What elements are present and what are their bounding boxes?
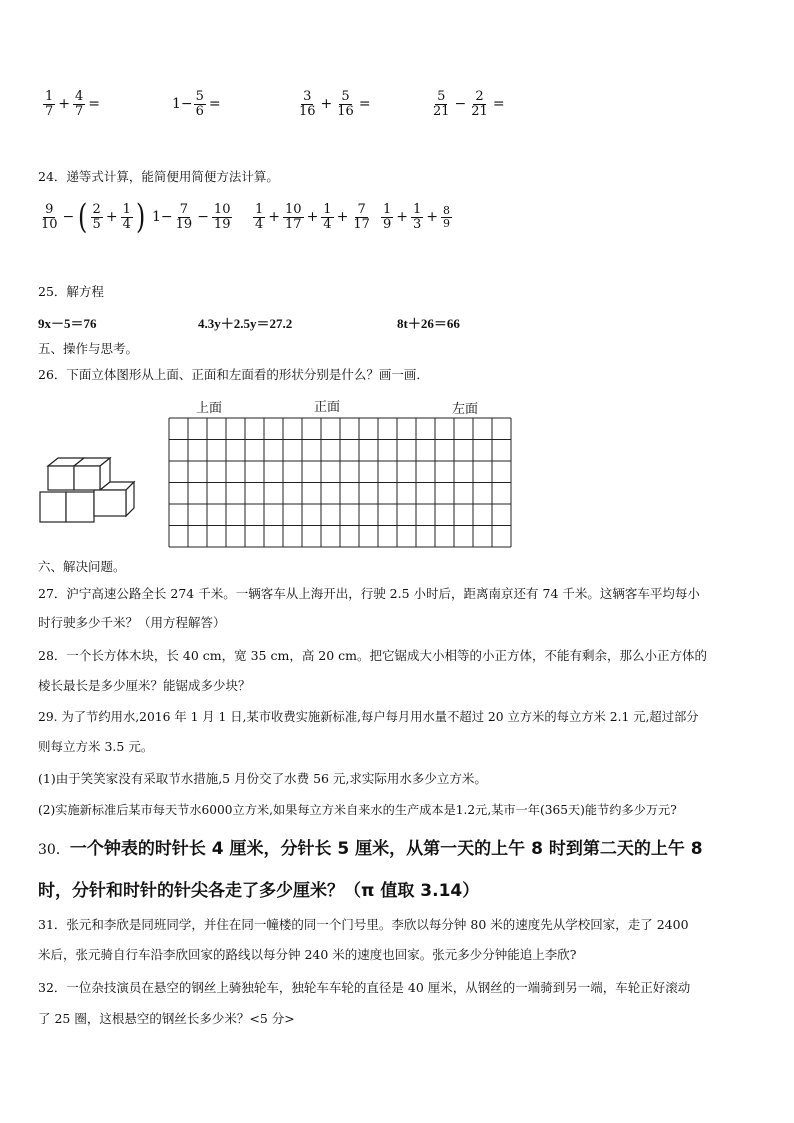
expr-row1-1 (42, 90, 102, 118)
q27-line-2: 时行驶多少千米？（用方程解答） (38, 615, 226, 630)
denominator: 3 (413, 216, 422, 232)
equals-sign: = (358, 96, 371, 113)
numerator: 3 (303, 89, 312, 104)
q25-title: 25．解方程 (38, 284, 104, 299)
equals-sign: = (492, 96, 505, 113)
numerator: 1 (383, 202, 392, 217)
numerator: 7 (179, 202, 189, 217)
fraction (174, 203, 195, 231)
numerator: 1 (122, 201, 131, 217)
section-5-heading: 五、操作与思考。 (38, 341, 139, 356)
denominator: 4 (255, 216, 264, 232)
operator: + (426, 209, 439, 226)
q30-number: 30． (38, 842, 70, 858)
cube-stack-figure (38, 452, 138, 526)
fraction (253, 203, 265, 231)
operator: + (58, 96, 71, 113)
numerator: 5 (341, 89, 350, 104)
grid-label-front: 正面 (314, 400, 341, 415)
numerator: 5 (437, 89, 446, 104)
left-paren: ( (78, 197, 88, 237)
q29-line-2: 则每立方米 3.5 元。 (38, 739, 154, 754)
fraction (121, 203, 133, 231)
q24-expr-4 (380, 203, 453, 231)
fraction (73, 90, 85, 118)
q24-expr-2 (152, 203, 233, 231)
numerator: 7 (357, 202, 366, 217)
fraction (469, 90, 490, 118)
denominator: 5 (92, 216, 101, 232)
numerator: 10 (285, 202, 302, 217)
denominator: 4 (122, 216, 131, 232)
denominator: 19 (213, 216, 231, 232)
fraction (335, 90, 356, 118)
numerator: 1 (255, 202, 264, 217)
q29-line-1: 29. 为了节约用水,2016 年 1 月 1 日,某市收费实施新标准,每户每月用水量不超过 20 立方米的每立方米 2.1 元,超过部分 (38, 710, 699, 724)
fraction (381, 203, 393, 231)
q24-title: 24．递等式计算，能简便用简便方法计算。 (38, 169, 279, 184)
numerator: 10 (213, 202, 231, 217)
q32-line-2: 了 25 圈，这根悬空的钢丝长多少米？<5 分> (38, 1011, 295, 1026)
numerator: 8 (443, 204, 451, 218)
operand: 1− (152, 209, 173, 226)
numerator: 1 (45, 89, 54, 104)
equals-sign: = (208, 96, 221, 113)
denominator: 21 (471, 103, 488, 119)
equals-sign: = (88, 96, 101, 113)
fraction (194, 90, 206, 118)
q25-equation-3: 8t＋26＝66 (397, 316, 460, 331)
q25-equation-1: 9x－5＝76 (38, 316, 97, 331)
fraction (91, 203, 103, 231)
numerator: 4 (75, 89, 84, 104)
denominator: 10 (41, 216, 58, 232)
expr-row1-3 (296, 90, 373, 118)
operator: + (396, 209, 409, 226)
fraction (212, 203, 233, 231)
operator: + (336, 209, 349, 226)
denominator: 9 (443, 216, 451, 230)
fraction (321, 203, 333, 231)
q24-expr-1 (38, 197, 147, 237)
fraction (441, 205, 452, 229)
q29-line-3: (1)由于笑笑家没有采取节水措施,5 月份交了水费 56 元,求实际用水多少立方米。 (38, 771, 487, 786)
q28-line-1: 28．一个长方体木块，长 40 cm，宽 35 cm，高 20 cm。把它锯成大小相等的小正方体，不能有剩余，那么小正方体的 (38, 648, 708, 663)
operator: + (268, 209, 281, 226)
numerator: 2 (475, 89, 484, 104)
drawing-grid[interactable] (168, 417, 512, 548)
q29-line-4: (2)实施新标准后某市每天节水6000立方米,如果每立方米自来水的生产成本是1.2元,某市一年(365天)能节约多少万元? (38, 803, 677, 817)
operator: − (454, 96, 467, 113)
q26-title: 26．下面立体图形从上面、正面和左面看的形状分别是什么？画一画． (38, 367, 429, 382)
denominator: 21 (433, 103, 450, 119)
operator: + (105, 209, 118, 225)
fraction (283, 203, 304, 231)
fraction (43, 90, 55, 118)
denominator: 7 (75, 103, 84, 119)
numerator: 2 (92, 201, 101, 217)
q24-expr-3 (252, 203, 373, 231)
fraction (297, 90, 318, 118)
q30-line-2: 时，分针和时针的针尖各走了多少厘米？（π 值取 3.14） (38, 881, 480, 901)
denominator: 17 (285, 216, 302, 232)
numerator: 1 (323, 202, 332, 217)
numerator: 5 (195, 89, 204, 104)
denominator: 16 (299, 103, 316, 119)
section-6-heading: 六、解决问题。 (38, 559, 126, 574)
q31-line-1: 31．张元和李欣是同班同学，并住在同一幢楼的同一个门号里。李欣以每分钟 80 米的速度先从学校回家，走了 2400 (38, 917, 689, 932)
numerator: 1 (413, 202, 422, 217)
operand: 1− (172, 96, 193, 113)
denominator: 4 (323, 216, 332, 232)
operator: − (197, 209, 209, 226)
right-paren: ) (135, 197, 146, 237)
denominator: 17 (353, 216, 370, 232)
operator: − (62, 209, 75, 225)
q28-line-2: 棱长最长是多少厘米？能锯成多少块？ (38, 678, 251, 693)
denominator: 9 (383, 216, 392, 232)
operator: + (320, 96, 333, 113)
denominator: 16 (337, 103, 354, 119)
numerator: 9 (45, 201, 54, 217)
expr-row1-2 (172, 90, 223, 118)
denominator: 19 (175, 216, 193, 232)
fraction (351, 203, 372, 231)
q31-line-2: 米后，张元骑自行车沿李欣回家的路线以每分钟 240 米的速度也回家。张元多少分钟能追上李欣? (38, 947, 577, 962)
q30-line-1 (38, 834, 703, 859)
denominator: 7 (45, 103, 54, 119)
operator: + (306, 209, 319, 226)
q32-line-1: 32．一位杂技演员在悬空的钢丝上骑独轮车，独轮车车轮的直径是 40 厘米，从钢丝的一端骑到另一端，车轮正好滚动 (38, 980, 691, 995)
fraction (39, 203, 60, 231)
q30-text-1: 一个钟表的时针长 4 厘米，分针长 5 厘米，从第一天的上午 8 时到第二天的上午 8 (69, 839, 703, 859)
grid-label-top: 上面 (196, 401, 223, 416)
grid-label-left: 左面 (452, 402, 479, 417)
denominator: 6 (195, 103, 204, 119)
fraction (431, 90, 452, 118)
fraction (411, 203, 423, 231)
q27-line-1: 27．沪宁高速公路全长 274 千米。一辆客车从上海开出，行驶 2.5 小时后，距离南京还有 74 千米。这辆客车平均每小 (38, 586, 700, 601)
expr-row1-4 (430, 90, 507, 118)
q25-equation-2: 4.3y＋2.5y＝27.2 (198, 316, 293, 331)
